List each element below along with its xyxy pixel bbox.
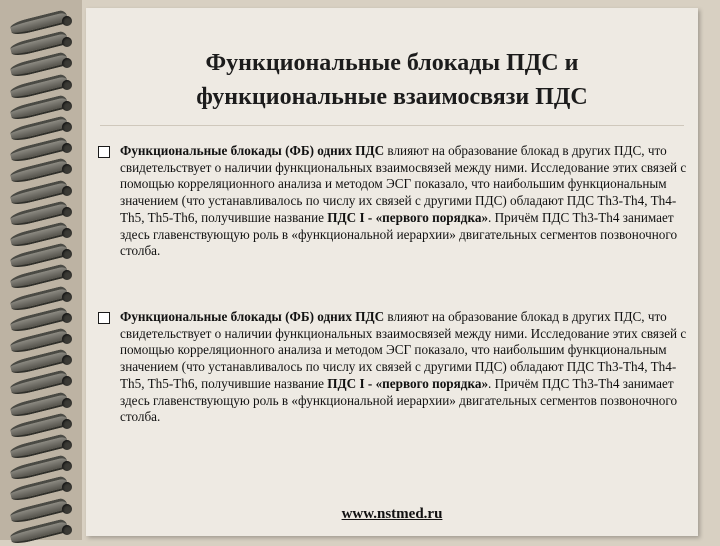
- spiral-binding: [0, 0, 82, 540]
- paragraph-1-body-b: . Причём ПДС Th3-Th4 занимает здесь главенствующую роль в «функциональной иерархии» двигательных сегментов позвоночного столба.: [120, 209, 678, 259]
- title-line-1: Функциональные блокады ПДС и: [205, 50, 579, 76]
- paragraph-1-text: [120, 143, 688, 260]
- spiral-ring-icon: [10, 268, 74, 282]
- paragraph-2-body-a: влияют на образование блокад в других ПДС, что свидетельствует о наличии функциональных взаимосвязей между ними. Исследование этих связей с помощью корреляционного анализа и методом ЭСГ показало, что наибольшим функциональным значением (что устанавливалось по числу их связей с другими ПДС) обладают ПДС Th3-Th4, Th4-Th5, Th5-Th6, получившие название: [120, 309, 687, 391]
- spiral-ring-icon: [10, 290, 74, 304]
- spiral-ring-icon: [10, 226, 74, 240]
- spiral-ring-icon: [10, 374, 74, 388]
- spiral-ring-icon: [10, 14, 74, 28]
- paragraph-1-body-a: влияют на образование блокад в других ПДС, что свидетельствует о наличии функциональных взаимосвязей между ними. Исследование этих связей с помощью корреляционного анализа и методом ЭСГ показало, что наибольшим функциональным значением (что устанавливалось по числу их связей с другими ПДС) обладают ПДС Th3-Th4, Th4-Th5, Th5-Th6, получившие название: [120, 143, 687, 225]
- spiral-ring-icon: [10, 502, 74, 516]
- title-line-2: функциональные взаимосвязи ПДС: [196, 84, 588, 110]
- title-divider: [100, 125, 684, 126]
- footer-link[interactable]: www.nstmed.ru: [341, 506, 443, 522]
- spiral-ring-icon: [10, 56, 74, 70]
- paragraph-2: [98, 309, 688, 426]
- checkbox-bullet-icon: [98, 312, 110, 324]
- spiral-ring-icon: [10, 417, 74, 431]
- slide-title: [86, 46, 698, 114]
- spiral-ring-icon: [10, 78, 74, 92]
- paragraph-2-body-b: . Причём ПДС Th3-Th4 занимает здесь главенствующую роль в «функциональной иерархии» двигательных сегментов позвоночного столба.: [120, 375, 678, 425]
- spiral-ring-icon: [10, 332, 74, 346]
- slide-page: [86, 8, 698, 536]
- paragraph-2-bold-lead: Функциональные блокады (ФБ) одних ПДС: [120, 309, 385, 324]
- spiral-ring-icon: [10, 480, 74, 494]
- spiral-ring-icon: [10, 162, 74, 176]
- spiral-ring-icon: [10, 353, 74, 367]
- spiral-ring-icon: [10, 247, 74, 261]
- spiral-ring-icon: [10, 184, 74, 198]
- spiral-ring-icon: [10, 523, 74, 537]
- paragraph-1-bold-lead: Функциональные блокады (ФБ) одних ПДС: [120, 143, 385, 158]
- spiral-ring-icon: [10, 141, 74, 155]
- spiral-ring-icon: [10, 396, 74, 410]
- paragraph-2-text: [120, 309, 688, 426]
- spiral-ring-icon: [10, 438, 74, 452]
- spiral-ring-icon: [10, 459, 74, 473]
- spiral-ring-icon: [10, 311, 74, 325]
- spiral-ring-icon: [10, 35, 74, 49]
- paragraph-1-bold-mid: ПДС I - «первого порядка»: [327, 209, 489, 225]
- spiral-ring-icon: [10, 99, 74, 113]
- spiral-ring-icon: [10, 120, 74, 134]
- checkbox-bullet-icon: [98, 146, 110, 158]
- spiral-ring-icon: [10, 205, 74, 219]
- paragraph-2-bold-mid: ПДС I - «первого порядка»: [327, 375, 489, 391]
- paragraph-1: [98, 143, 688, 260]
